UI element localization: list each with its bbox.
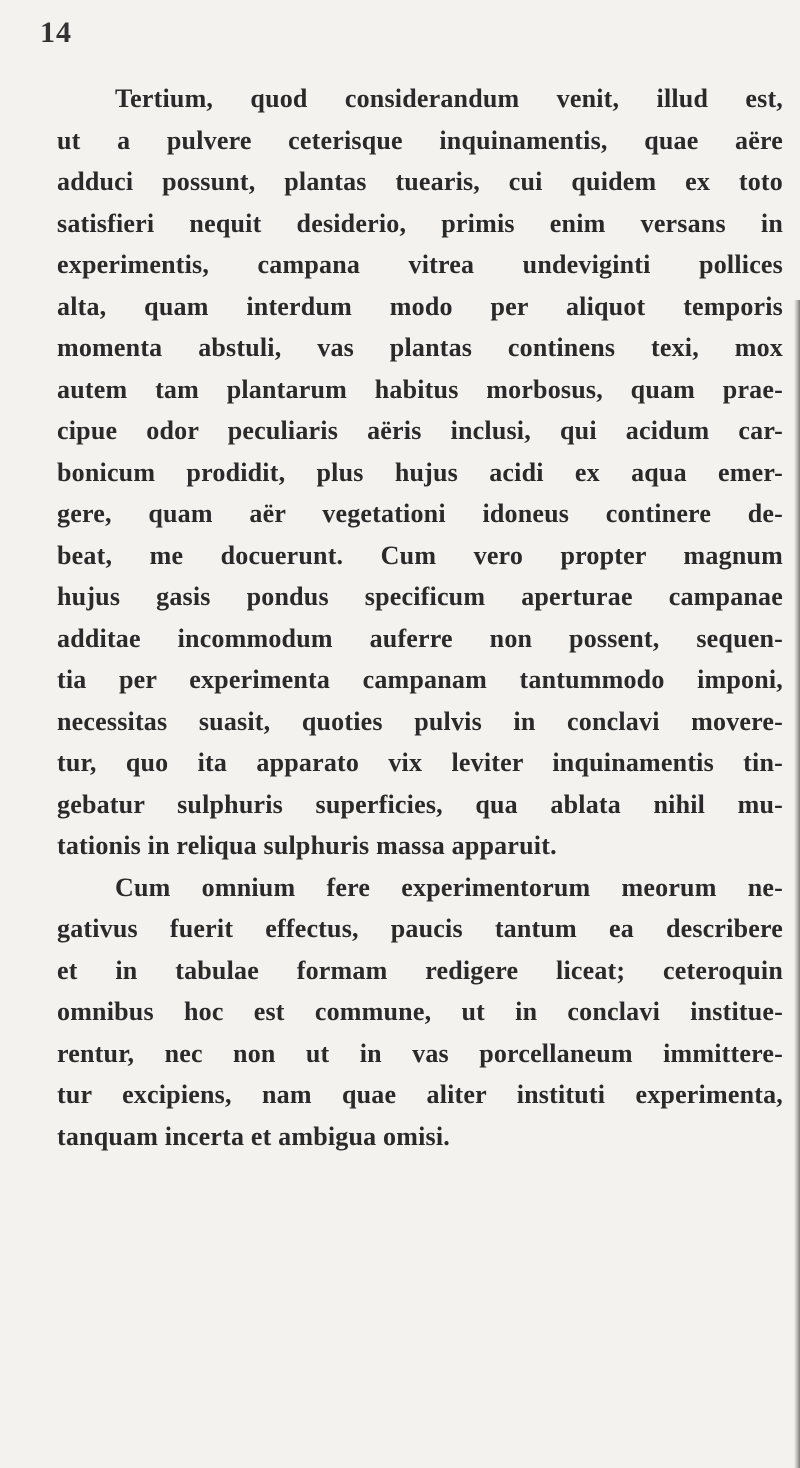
paragraph-1-line: momenta abstuli, vas plantas continens texi, mox <box>57 333 783 362</box>
paragraph-2-line: omnibus hoc est commune, ut in conclavi institue- <box>57 997 783 1026</box>
body-text <box>57 78 783 1157</box>
paragraph-1-line: hujus gasis pondus specificum aperturae campanae <box>57 582 783 611</box>
paragraph-2-line: et in tabulae formam redigere liceat; ceteroquin <box>57 955 783 985</box>
paragraph-2-line: tur excipiens, nam quae aliter instituti experimenta, <box>57 1080 783 1109</box>
paragraph-1-line: beat, me docuerunt. Cum vero propter magnum <box>57 540 783 570</box>
paragraph-1-line: experimentis, campana vitrea undeviginti pollices <box>57 250 783 279</box>
paragraph-1-line: gere, quam aër vegetationi idoneus continere de- <box>57 499 783 528</box>
paragraph-1-line: tur, quo ita apparato vix leviter inquinamentis tin- <box>57 748 783 777</box>
page-number: 14 <box>40 16 72 49</box>
paragraph-1-line: tationis in reliqua sulphuris massa apparuit. <box>57 831 557 860</box>
paragraph-2-line: gativus fuerit effectus, paucis tantum ea describere <box>57 914 783 943</box>
paragraph-1-line: ut a pulvere ceterisque inquinamentis, quae aëre <box>57 125 783 155</box>
paragraph-2-line: Cum omnium fere experimentorum meorum ne- <box>115 872 783 902</box>
paragraph-1-line: bonicum prodidit, plus hujus acidi ex aqua emer- <box>57 457 783 487</box>
paragraph-1-line: autem tam plantarum habitus morbosus, quam prae- <box>57 374 783 404</box>
page-edge-shadow <box>794 300 800 1468</box>
paragraph-2-line: tanquam incerta et ambigua omisi. <box>57 1121 450 1151</box>
paragraph-1-line: adduci possunt, plantas tuearis, cui quidem ex toto <box>57 167 783 196</box>
paragraph-1-line: gebatur sulphuris superficies, qua ablata nihil mu- <box>57 789 783 819</box>
paragraph-1-line: additae incommodum auferre non possent, sequen- <box>57 623 783 653</box>
paragraph-1-line: necessitas suasit, quoties pulvis in conclavi movere- <box>57 706 783 736</box>
paragraph-1-line: cipue odor peculiaris aëris inclusi, qui acidum car- <box>57 416 783 445</box>
paragraph-2-line: rentur, nec non ut in vas porcellaneum immittere- <box>57 1038 783 1068</box>
paragraph-1-line: alta, quam interdum modo per aliquot temporis <box>57 291 783 321</box>
paragraph-1-line: Tertium, quod considerandum venit, illud est, <box>115 84 783 113</box>
paragraph-1-line: tia per experimenta campanam tantummodo imponi, <box>57 665 783 694</box>
paragraph-1-line: satisfieri nequit desiderio, primis enim versans in <box>57 208 783 238</box>
